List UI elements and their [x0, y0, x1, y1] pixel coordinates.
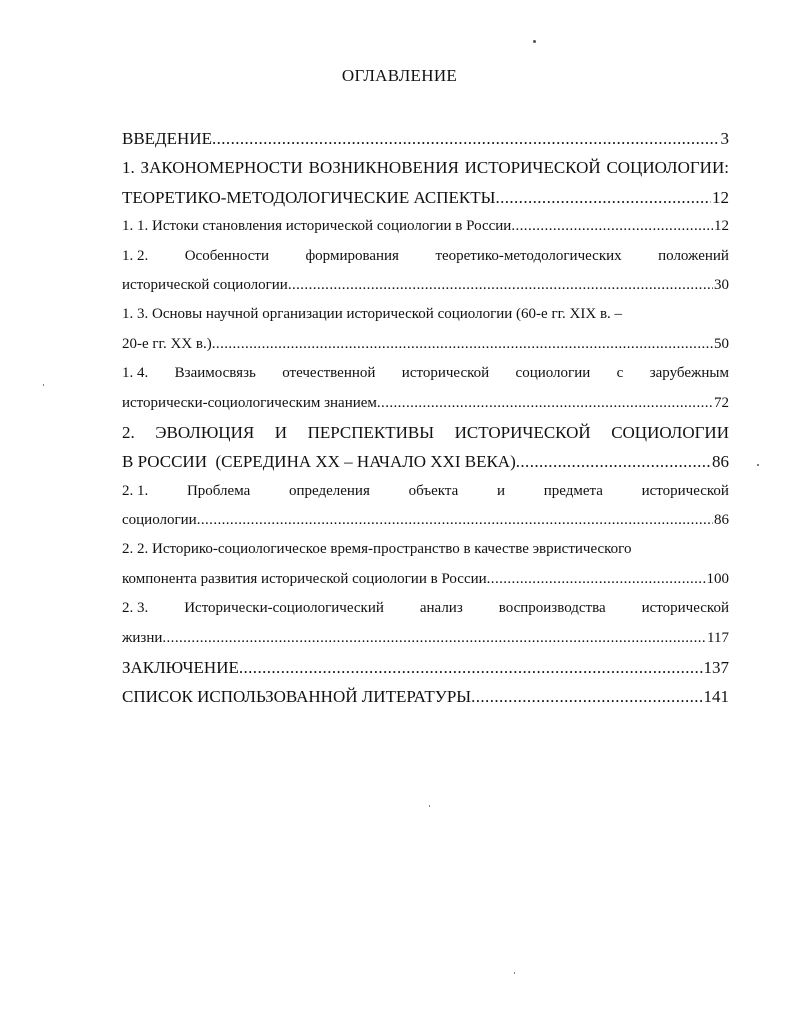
scan-speck — [429, 805, 430, 807]
toc-entry-section-1-3-line-2[interactable] — [122, 330, 729, 359]
toc-entry-section-1-1[interactable] — [122, 212, 729, 241]
toc-entry-label: 1. 3. Основы научной организации исторической социологии (60-е гг. XIX в. – — [122, 306, 623, 323]
dot-leader — [377, 389, 713, 418]
toc-page-number: 137 — [703, 658, 729, 678]
toc-page-number: 117 — [707, 629, 729, 646]
scan-speck — [514, 972, 515, 974]
toc-word: теоретико-методологических — [435, 247, 622, 264]
toc-page-number: 100 — [706, 570, 729, 587]
toc-word: с — [616, 365, 624, 382]
toc-word: ПЕРСПЕКТИВЫ — [307, 422, 435, 442]
toc-entry-section-2-2-line-1[interactable] — [122, 535, 729, 564]
toc-word: социологии — [515, 365, 591, 382]
toc-entry-label: жизни — [122, 629, 163, 646]
scan-speck — [533, 40, 536, 43]
dot-leader — [288, 271, 713, 300]
toc-entry-label: 2. 2. Историко-социологическое время-пространство в качестве эвристического — [122, 541, 632, 558]
toc-page-number: 3 — [720, 129, 729, 148]
dot-leader — [212, 330, 713, 359]
dot-leader — [197, 506, 713, 535]
toc-entry-label: ЗАКЛЮЧЕНИЕ — [122, 658, 239, 678]
toc-word: 2. — [122, 422, 135, 442]
toc-entry-section-1-4-line-1[interactable] — [122, 359, 729, 388]
dot-leader — [487, 565, 706, 594]
toc-page-number: 12 — [712, 187, 729, 207]
toc-page-number: 86 — [712, 452, 729, 472]
toc-entry-section-2-1-line-2[interactable] — [122, 506, 729, 535]
toc-word: исторической — [641, 482, 729, 499]
toc-entry-label: ВВЕДЕНИЕ — [122, 129, 212, 148]
toc-entry-label: ТЕОРЕТИКО-МЕТОДОЛОГИЧЕСКИЕ АСПЕКТЫ — [122, 187, 496, 207]
toc-word: объекта — [408, 482, 459, 499]
toc-word: Взаимосвязь — [174, 365, 256, 382]
toc-entry-label: компонента развития исторической социологии в России — [122, 570, 487, 587]
toc-word: воспроизводства — [498, 600, 606, 617]
toc-entry-section-1-2-line-1[interactable] — [122, 242, 729, 271]
toc-entry-section-2-2-line-2[interactable] — [122, 565, 729, 594]
toc-word: формирования — [305, 247, 399, 264]
toc-entry-references[interactable] — [122, 682, 729, 711]
toc-word: СОЦИОЛОГИИ — [611, 422, 729, 442]
toc-entry-label: 1. 1. Истоки становления исторической социологии в России — [122, 218, 512, 235]
scan-speck — [757, 464, 759, 466]
toc-entry-section-1-2-line-2[interactable] — [122, 271, 729, 300]
toc-entry-chapter-2-line-1[interactable] — [122, 418, 729, 447]
toc-entry-conclusion[interactable] — [122, 653, 729, 682]
toc-word: исторической — [641, 600, 729, 617]
toc-entry-section-2-1-line-1[interactable] — [122, 477, 729, 506]
dot-leader — [162, 624, 706, 653]
toc-word: отечественной — [282, 365, 376, 382]
scan-speck — [43, 384, 44, 386]
toc-entry-chapter-1-line-1[interactable] — [122, 153, 729, 182]
toc-word: Исторически-социологический — [184, 600, 384, 617]
dot-leader — [511, 212, 713, 241]
toc-word: 1. 2. — [122, 247, 149, 264]
toc-entry-label: исторически-социологическим знанием — [122, 394, 377, 411]
toc-word: ИСТОРИЧЕСКОЙ — [464, 158, 601, 178]
toc-word: положений — [658, 247, 729, 264]
toc-entry-section-2-3-line-1[interactable] — [122, 594, 729, 623]
toc-word: 2. 3. — [122, 600, 149, 617]
toc-word: ЭВОЛЮЦИЯ — [155, 422, 255, 442]
toc-page-number: 141 — [703, 687, 729, 707]
toc-entry-introduction[interactable] — [122, 124, 729, 153]
dot-leader — [516, 447, 711, 476]
toc-entry-chapter-2-line-2[interactable] — [122, 447, 729, 476]
table-of-contents — [122, 124, 729, 712]
toc-word: ВОЗНИКНОВЕНИЯ — [308, 158, 459, 178]
toc-word: 1. — [122, 158, 135, 178]
dot-leader — [495, 183, 711, 212]
toc-word: СОЦИОЛОГИИ: — [606, 158, 729, 178]
toc-word: Проблема — [186, 482, 251, 499]
toc-entry-section-1-4-line-2[interactable] — [122, 389, 729, 418]
page-title: ОГЛАВЛЕНИЕ — [341, 66, 458, 85]
toc-page-number: 72 — [714, 394, 729, 411]
toc-entry-section-1-3-line-1[interactable] — [122, 300, 729, 329]
dot-leader — [471, 682, 702, 711]
toc-word: ИСТОРИЧЕСКОЙ — [454, 422, 591, 442]
toc-entry-section-2-3-line-2[interactable] — [122, 624, 729, 653]
toc-word: зарубежным — [649, 365, 729, 382]
toc-word: 2. 1. — [122, 482, 149, 499]
toc-entry-chapter-1-line-2[interactable] — [122, 183, 729, 212]
toc-entry-label: исторической социологии — [122, 276, 288, 293]
toc-page-number: 30 — [714, 276, 729, 293]
toc-word: ЗАКОНОМЕРНОСТИ — [140, 158, 303, 178]
toc-page-number: 50 — [714, 335, 729, 352]
toc-word: И — [274, 422, 288, 442]
toc-word: предмета — [543, 482, 603, 499]
toc-word: определения — [288, 482, 370, 499]
dot-leader — [239, 653, 703, 682]
toc-entry-label: СПИСОК ИСПОЛЬЗОВАННОЙ ЛИТЕРАТУРЫ — [122, 687, 472, 707]
toc-word: 1. 4. — [122, 365, 149, 382]
toc-entry-label: социологии — [122, 512, 197, 529]
toc-word: исторической — [401, 365, 490, 382]
toc-word: анализ — [419, 600, 463, 617]
toc-word: Особенности — [184, 247, 269, 264]
toc-page-number: 86 — [714, 512, 729, 529]
toc-word: и — [496, 482, 505, 499]
dot-leader — [212, 124, 720, 153]
toc-entry-label: 20-е гг. XX в.) — [122, 335, 212, 352]
toc-page-number: 12 — [714, 218, 729, 235]
toc-entry-label: В РОССИИ (СЕРЕДИНА XX – НАЧАЛО XXI ВЕКА) — [122, 452, 516, 472]
